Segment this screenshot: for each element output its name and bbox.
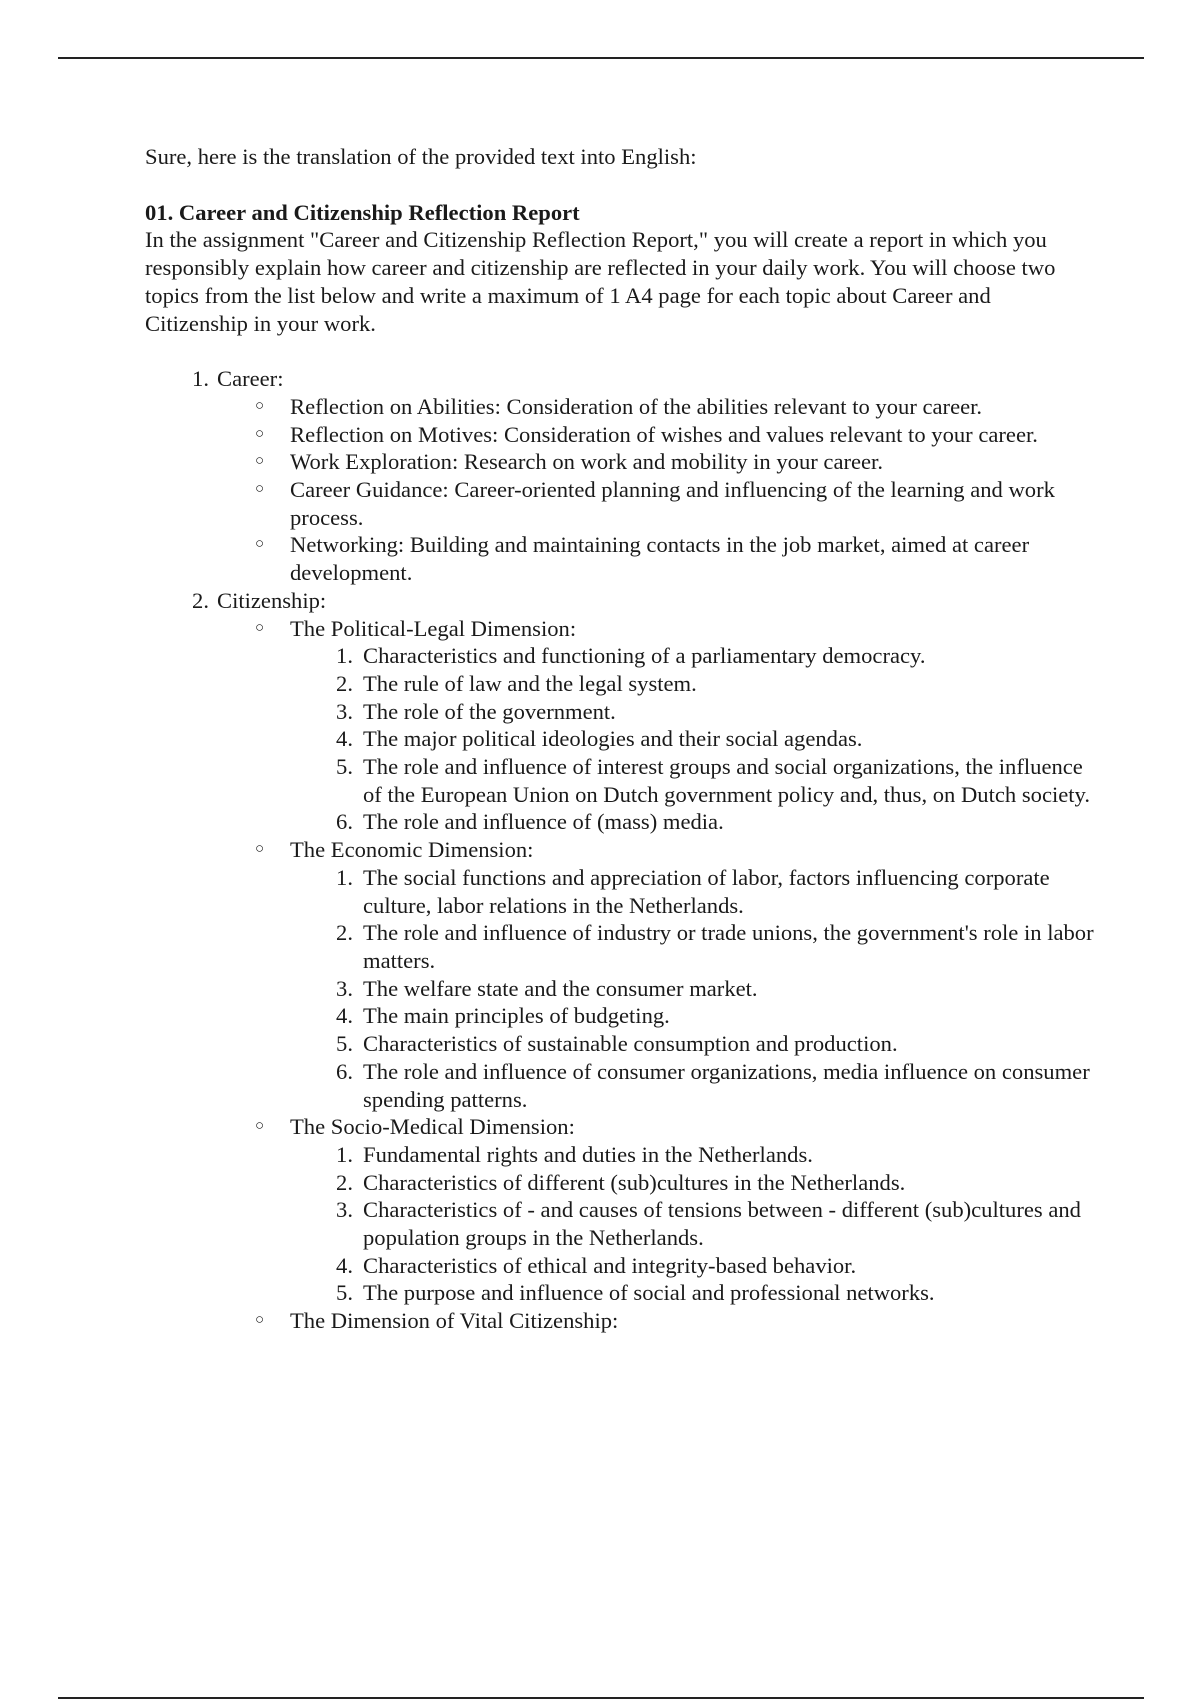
topic-title: Career: [217,366,284,392]
list-item: 2. The rule of law and the legal system. [336,670,697,696]
list-item: 6. The role and influence of (mass) media. [336,809,724,835]
intro-text: Sure, here is the translation of the provided text into English: [145,144,697,169]
dimension-vital-citizenship [255,1307,1095,1335]
bottom-rule [58,1697,1144,1699]
list-item: ○ Reflection on Motives: Consideration of wishes and values relevant to your career. [255,421,1038,447]
dimension-socio-medical [255,1113,1095,1307]
topic-list [145,365,1095,1335]
dimension-title: The Economic Dimension: [290,837,534,863]
list-number: 2. [192,587,209,613]
document-body [145,143,1095,1335]
section-heading: 01. Career and Citizenship Reflection Report [145,199,580,225]
list-item: 3. Characteristics of - and causes of tensions between - different (sub)cultures and population groups in the Netherlands. [336,1197,1081,1251]
list-item: ○ Reflection on Abilities: Consideration of the abilities relevant to your career. [255,393,983,419]
circle-bullet-icon: ○ [255,397,265,414]
list-item: 2. The role and influence of industry or trade unions, the government's role in labor matters. [336,920,1094,973]
circle-bullet-icon: ○ [255,425,265,442]
topic-title: Citizenship: [217,587,327,613]
list-item: ○ Networking: Building and maintaining contacts in the job market, aimed at career development. [255,532,1030,586]
circle-bullet-icon: ○ [255,1312,265,1329]
circle-bullet-icon: ○ [255,453,265,470]
list-item: 3. The role of the government. [336,698,616,724]
list-item: 6. The role and influence of consumer organizations, media influence on consumer spending patterns. [336,1058,1090,1112]
list-item: 4. Characteristics of ethical and integrity-based behavior. [336,1252,857,1278]
dimension-title: The Political-Legal Dimension: [290,615,577,641]
dimension-economic [255,836,1095,1113]
dimension-items [290,642,1095,836]
topic-career [192,365,1095,587]
career-items [217,393,1095,587]
topic-citizenship [192,587,1095,1335]
list-item: 3. The welfare state and the consumer market. [336,975,758,1001]
list-item: 1. Characteristics and functioning of a parliamentary democracy. [336,643,926,669]
list-item: 5. The purpose and influence of social and professional networks. [336,1280,935,1306]
dimension-items [290,1141,1095,1307]
dimension-items [290,864,1095,1113]
circle-bullet-icon: ○ [255,481,265,498]
list-item: 1. Fundamental rights and duties in the Netherlands. [336,1141,813,1167]
circle-bullet-icon: ○ [255,841,265,858]
list-item: 1. The social functions and appreciation of labor, factors influencing corporate culture, labor relations in the Netherlands. [336,864,1050,918]
top-rule [58,57,1144,59]
dimension-title: The Socio-Medical Dimension: [290,1114,575,1140]
circle-bullet-icon: ○ [255,1118,265,1135]
list-item: ○ Career Guidance: Career-oriented planning and influencing of the learning and work process. [255,477,1055,530]
list-number: 1. [192,366,209,392]
list-item: 5. The role and influence of interest groups and social organizations, the influence of the European Union on Dutch government policy and, thus, on Dutch society. [336,754,1091,807]
list-item: 5. Characteristics of sustainable consumption and production. [336,1031,898,1057]
dimension-title: The Dimension of Vital Citizenship: [290,1308,619,1334]
circle-bullet-icon: ○ [255,536,265,553]
dimension-political-legal [255,615,1095,837]
list-item: 4. The major political ideologies and their social agendas. [336,726,863,752]
list-item: 2. Characteristics of different (sub)cultures in the Netherlands. [336,1169,906,1195]
list-item: 4. The main principles of budgeting. [336,1003,670,1029]
section-paragraph: In the assignment "Career and Citizenship Reflection Report," you will create a report in which you responsibly explain how career and citizenship are reflected in your daily work. You will choose two topics from the list below and write a maximum of 1 A4 page for each topic about Career and Citizenship in your work. [145,227,1056,336]
list-item: ○ Work Exploration: Research on work and mobility in your career. [255,449,883,475]
circle-bullet-icon: ○ [255,619,265,636]
citizenship-dimensions [217,615,1095,1335]
